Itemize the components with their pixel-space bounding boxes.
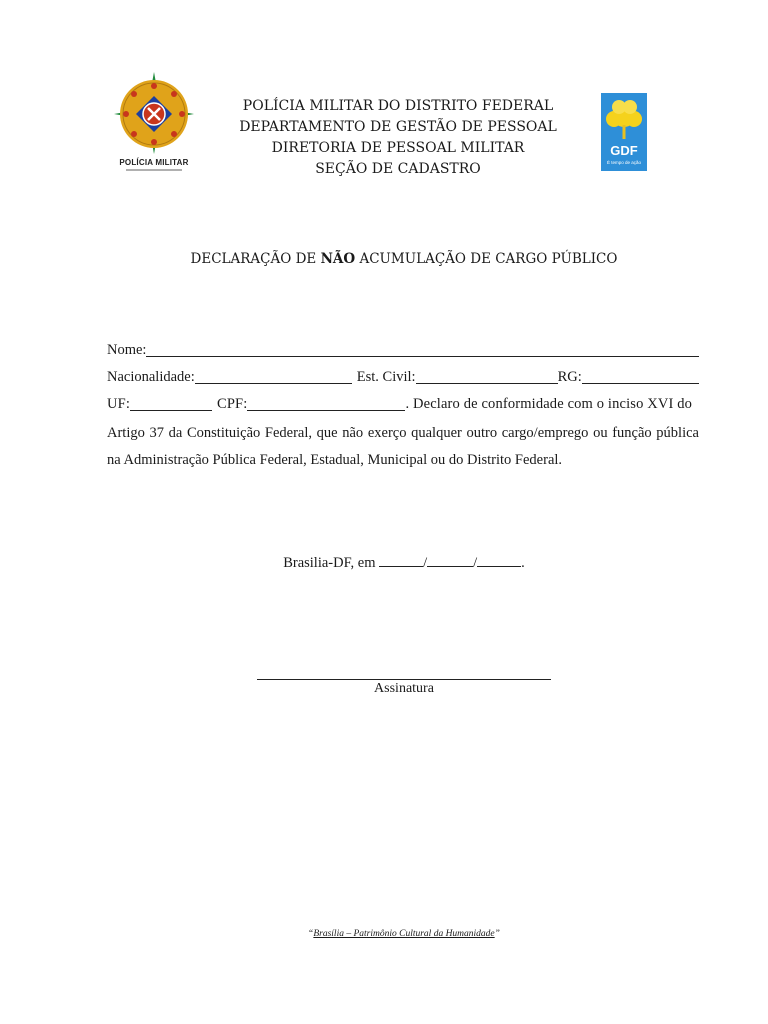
nome-row [107, 340, 699, 360]
day-field[interactable] [379, 554, 423, 567]
pm-logo-subtitle-line [126, 169, 182, 171]
nacionalidade-label: Nacionalidade: [107, 369, 195, 385]
declaration-paragraph: Artigo 37 da Constituição Federal, que não exerço qualquer outro cargo/emprego ou função pública na Administração Pública Federal, Estadual, Municipal ou do Distrito Federal. [107, 425, 699, 468]
date-prefix: Brasilia-DF, em [283, 555, 380, 571]
uf-cpf-row [107, 394, 699, 414]
nome-label: Nome: [107, 342, 147, 358]
nacionalidade-field[interactable] [195, 369, 352, 384]
date-sep-2: / [473, 555, 478, 571]
rg-field[interactable] [582, 369, 699, 384]
cpf-field[interactable] [247, 396, 405, 411]
cpf-label: CPF: [217, 396, 248, 412]
uf-field[interactable] [130, 396, 212, 411]
header-line-3: DIRETORIA DE PESSOAL MILITAR [271, 140, 525, 156]
header-line-1: POLÍCIA MILITAR DO DISTRITO FEDERAL [242, 98, 554, 114]
signature-label: Assinatura [374, 681, 434, 696]
est-civil-field[interactable] [416, 369, 558, 384]
date-end: . [521, 555, 525, 571]
header-line-4: SEÇÃO DE CADASTRO [315, 161, 481, 177]
header-block [200, 96, 596, 180]
footer-motto [200, 929, 608, 939]
footer-close-quote: ” [494, 929, 500, 939]
gdf-logo-text: GDF [610, 143, 638, 158]
footer-open-quote: “ [308, 929, 314, 939]
gdf-tree-icon [601, 93, 647, 171]
est-civil-label: Est. Civil: [356, 369, 416, 385]
nome-field[interactable] [146, 342, 699, 357]
title-text-bold: NÃO [320, 251, 356, 267]
nacionalidade-row [107, 367, 699, 387]
uf-label: UF: [107, 396, 131, 412]
gdf-logo-subtext: É tempo de ação [606, 160, 642, 165]
declaration-start: . Declaro de conformidade com o inciso XVI do [405, 396, 693, 412]
year-field[interactable] [477, 554, 521, 567]
signature-line[interactable] [257, 679, 551, 680]
pm-emblem-icon [112, 70, 196, 156]
header-line-2: DEPARTAMENTO DE GESTÃO DE PESSOAL [239, 119, 557, 135]
footer-text: Brasília – Patrimônio Cultural da Humanidade [313, 929, 495, 939]
pm-logo-text: POLÍCIA MILITAR [119, 158, 189, 167]
month-field[interactable] [427, 554, 473, 567]
title-text-after: ACUMULAÇÃO DE CARGO PÚBLICO [355, 251, 618, 267]
title-text-before: DECLARAÇÃO DE [190, 251, 321, 267]
gdf-logo [601, 93, 647, 171]
date-sep-1: / [423, 555, 428, 571]
date-line [200, 554, 608, 572]
document-title [100, 251, 708, 267]
rg-label: RG: [557, 369, 582, 385]
policia-militar-logo [112, 70, 196, 176]
